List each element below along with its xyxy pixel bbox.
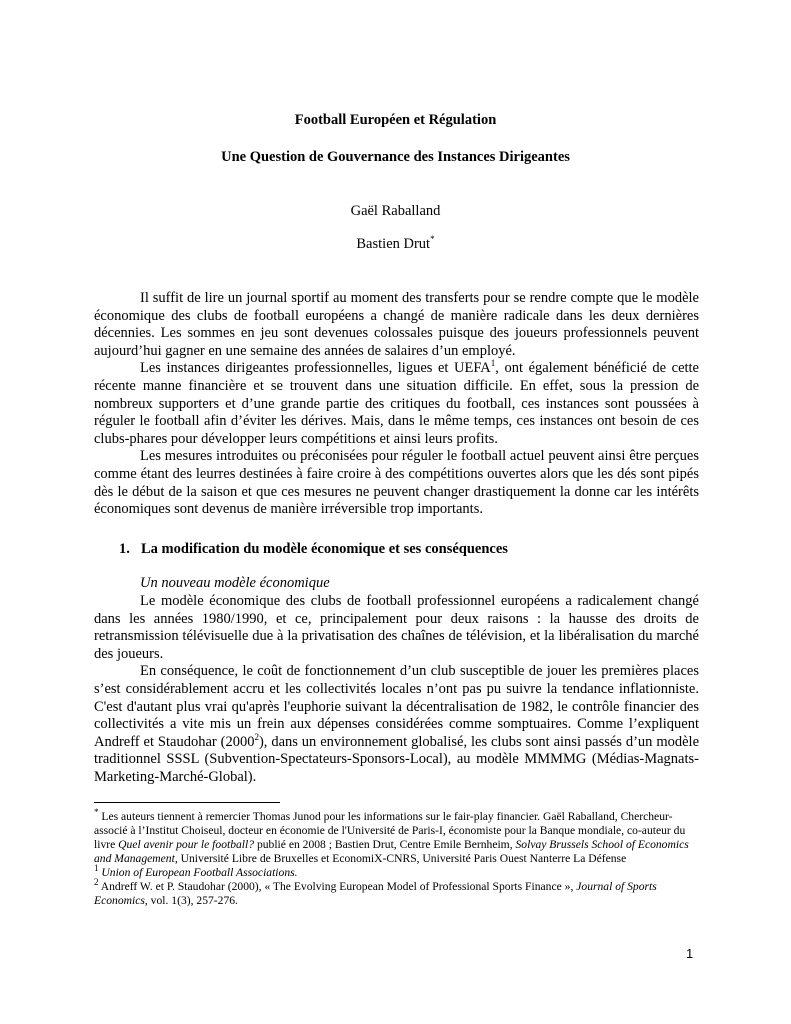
footnote-1 — [94, 863, 699, 880]
footnote-separator — [94, 802, 280, 803]
paper-title: Football Européen et Régulation — [294, 112, 497, 128]
footnote-ref-1: 1 — [490, 358, 496, 369]
author-second — [0, 236, 791, 253]
footnote-2-text-b: , vol. 1(3), 257-276. — [144, 894, 238, 907]
section-1-paragraph-1: Le modèle économique des clubs de football professionnel européens a radicalement changé dans les années 1980/1990, et ce, principalement pour deux raisons : la hausse des droits de retransmission télévisuelle due à la privatisation des chaînes de télévision, et la libéralisation du marché des joueurs. — [94, 593, 699, 662]
intro-section — [94, 290, 699, 519]
footnote-ref-2: 2 — [254, 731, 259, 742]
footnote-book-title: Quel avenir pour le football? — [118, 838, 255, 851]
footnote-star-text-a: Les auteurs tiennent à remercier Thomas Junod pour les informations sur le fair-play financier. Gaël Raballand, Chercheur-associé à l’Institut Choiseul, docteur en économie de l'Université de Paris-I, économiste pour la Banque mondiale, co-auteur du livre — [94, 810, 686, 851]
footnote-star-text-b: publié en 2008 ; Bastien Drut, Centre Emile Bernheim, — [254, 838, 516, 851]
footnote-1-mark: 1 — [94, 863, 99, 874]
intro-paragraph-1: Il suffit de lire un journal sportif au moment des transferts pour se rendre compte que le modèle économique des clubs de football européens a changé de manière radicale dans les deux dernières décennies. Les sommes en jeu sont devenues colossales puisque des joueurs professionnels peuvent aujourd’hui gagner en une semaine des années de salaires d’un employé. — [94, 290, 699, 359]
author-footnote-mark: * — [430, 234, 435, 245]
section-1-title: La modification du modèle économique et ses conséquences — [141, 541, 508, 557]
footnote-2-text-a: Andreff W. et P. Staudohar (2000), « The Evolving European Model of Professional Sports Finance », — [98, 880, 577, 893]
page-number: 1 — [686, 946, 694, 961]
footnote-2 — [94, 877, 699, 908]
intro-p2-text-b: , ont également bénéficié de cette récente manne financière et se trouvent dans une situation difficile. En effet, sous la pression de nombreux supporters et d’une grande partie des critiques du football, ces instances sont poussées à réguler le football afin d’éviter les dérives. Mais, dans le même temps, ces instances ont besoin de ces clubs-phares pour développer leurs compétitions et ainsi leurs profits. — [94, 360, 699, 447]
footnote-star-text-c: , Université Libre de Bruxelles et EconomiX-CNRS, Université Paris Ouest Nanterre La Défense — [174, 852, 627, 865]
author-first: Gaël Raballand — [350, 203, 441, 219]
intro-paragraph-2 — [94, 360, 699, 448]
footnote-author — [94, 807, 699, 866]
intro-p2-text-a: Les instances dirigeantes professionnelles, ligues et UEFA — [140, 360, 491, 377]
paper-subtitle: Une Question de Gouvernance des Instances Dirigeantes — [221, 149, 570, 165]
section-1-p2-text-a: En conséquence, le coût de fonctionnement d’un club susceptible de jouer les premières places s’est considérablement accru et les collectivités locales n’ont pas pu suivre la tendance inflationniste. C'est d'autant plus vrai qu'après l'euphorie suivant la décentralisation de 1982, le contrôle financier des collectivités a vite mis un frein aux dépenses considérées comme somptuaires. Comme l’expliquent Andreff et Staudohar (2000 — [94, 663, 699, 750]
section-1-number: 1. — [119, 541, 130, 557]
footnote-star-mark: * — [94, 807, 99, 818]
author-second-name: Bastien Drut — [356, 236, 431, 252]
footnotes — [94, 807, 699, 908]
subsection-heading: Un nouveau modèle économique — [140, 575, 330, 591]
intro-paragraph-3: Les mesures introduites ou préconisées pour réguler le football actuel peuvent ainsi être perçues comme étant des leurres destinées à faire croire à des compétitions ouvertes alors que les dés sont pipés dès le début de la saison et que ces mesures ne peuvent changer drastiquement la donne car les intérêts économiques sont devenus de manière irréversible trop importants. — [94, 448, 699, 518]
footnote-2-mark: 2 — [94, 877, 99, 888]
section-1-body — [94, 593, 699, 787]
footnote-1-text: Union of European Football Associations. — [101, 866, 298, 879]
footnote-2-journal: Journal of Sports Economics — [94, 880, 657, 907]
section-1-p2-text-b: ), dans un environnement globalisé, les clubs sont ainsi passés d’un modèle traditionnel SSSL (Subvention-Spectateurs-Sponsors-Local), au modèle MMMMG (Médias-Magnats-Marketing-Marché-Global). — [94, 733, 700, 785]
footnote-school-name: Solvay Brussels School of Economics and Management — [94, 838, 689, 865]
section-1-heading — [119, 541, 508, 558]
section-1-paragraph-2 — [94, 663, 699, 786]
